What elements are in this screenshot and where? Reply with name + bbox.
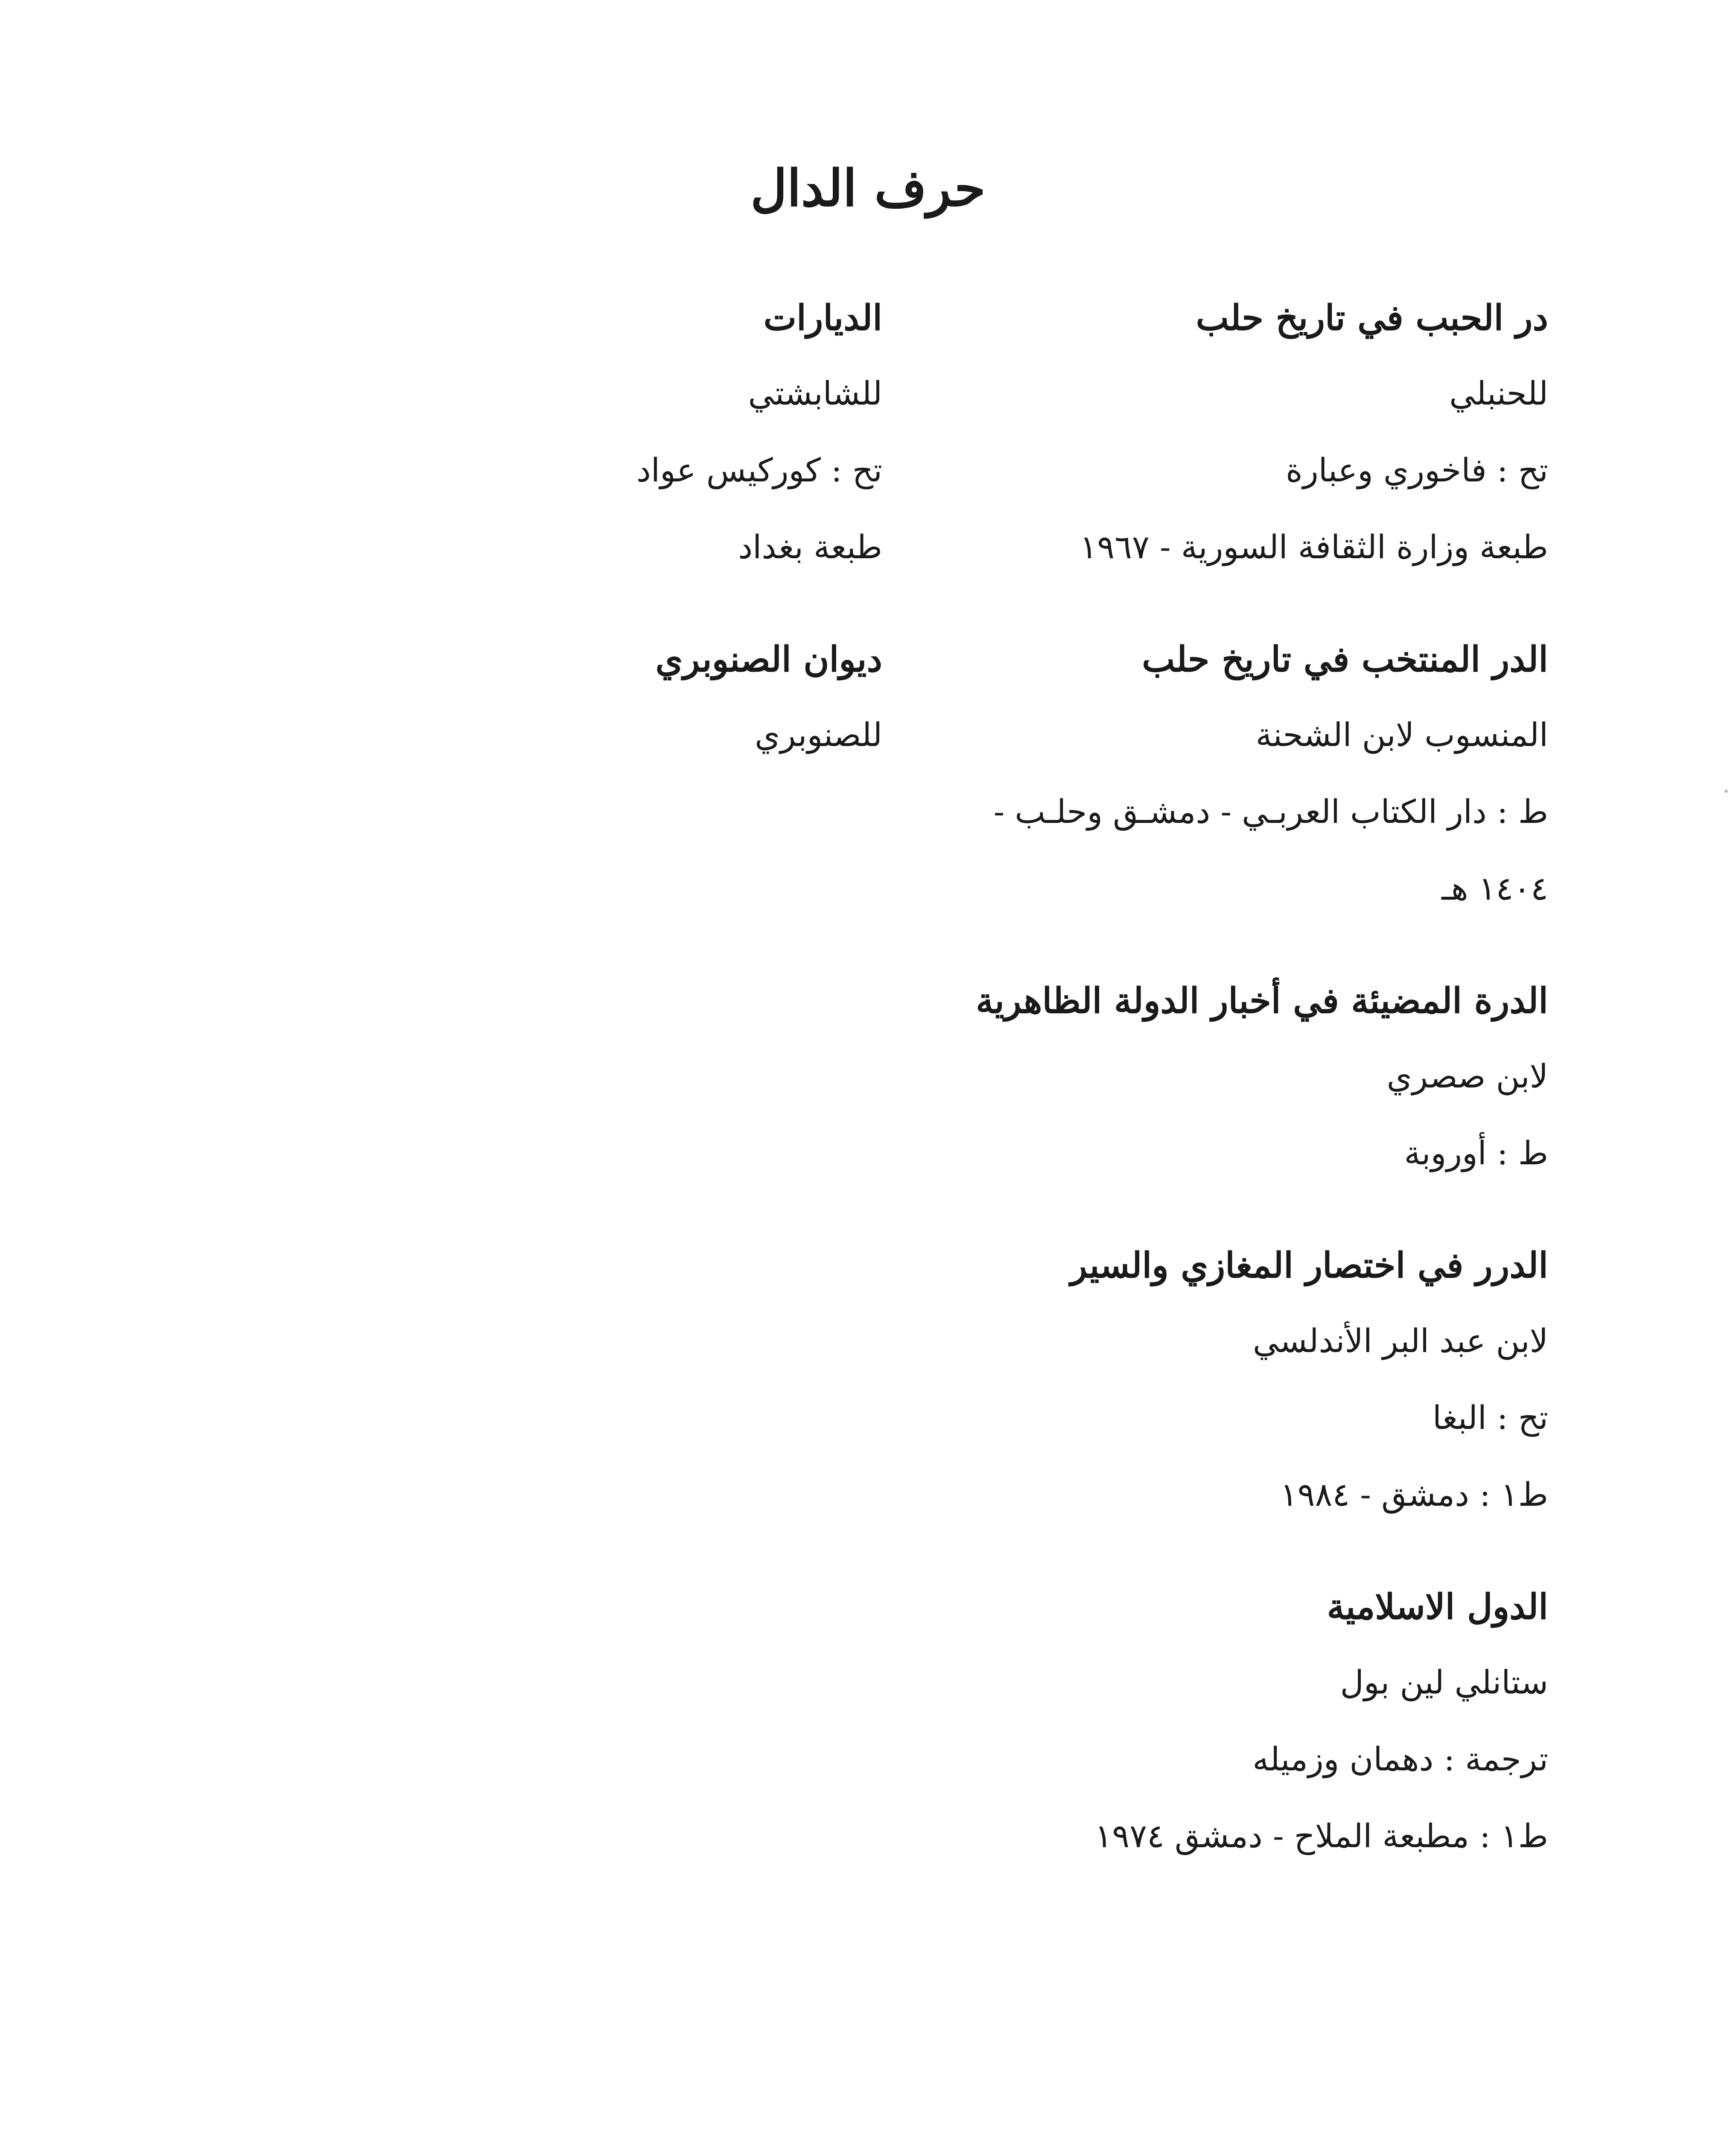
entry-edition: طبعة بغداد (738, 528, 882, 566)
entry-edition: طبعة وزارة الثقافة السورية - ١٩٦٧ (1080, 528, 1548, 566)
entry-author: ستانلي لين بول (1340, 1663, 1548, 1701)
entry-title: ديوان الصنوبري (655, 639, 882, 680)
entry-author: للصنوبري (755, 716, 882, 754)
entry-edition: ط١ : مطبعة الملاح - دمشق ١٩٧٤ (1094, 1817, 1548, 1855)
bibliography-entry (916, 299, 1548, 576)
entry-edition: ط١ : دمشق - ١٩٨٤ (1280, 1475, 1548, 1513)
entry-editor: تح : البغا (1432, 1399, 1548, 1437)
bibliography-entry (532, 299, 882, 576)
entry-title: الدر المنتخب في تاريخ حلب (1142, 639, 1548, 680)
entry-title: الدول الاسلامية (1327, 1586, 1548, 1627)
entry-title: الديارات (763, 297, 882, 338)
bibliography-entry (916, 1588, 1548, 1865)
entry-author: لابن عبد البر الأندلسي (1253, 1322, 1548, 1360)
right-column (916, 299, 1548, 1895)
section-heading: حرف الدال (750, 158, 986, 218)
entry-edition: ط : دار الكتاب العربـي - دمشـق وحلـب - (993, 793, 1548, 831)
entry-title: الدرة المضيئة في أخبار الدولة الظاهرية (976, 980, 1548, 1021)
bibliography-entry (916, 982, 1548, 1182)
entry-title: الدرر في اختصار المغازي والسير (1070, 1245, 1548, 1286)
entry-edition: ط : أوروبة (1404, 1134, 1548, 1172)
bibliography-entry (916, 1246, 1548, 1524)
entry-editor: تح : فاخوري وعبارة (1286, 451, 1548, 489)
entry-title: در الحبب في تاريخ حلب (1196, 297, 1548, 338)
entry-editor: تح : كوركيس عواد (636, 451, 882, 489)
entry-author: للشابشتي (748, 374, 882, 412)
bibliography-entry (916, 640, 1548, 918)
entry-author: للحنبلي (1449, 374, 1548, 412)
entry-author: المنسوب لابن الشحنة (1255, 716, 1548, 754)
bibliography-entry (532, 640, 882, 764)
entry-translator: ترجمة : دهمان وزميله (1252, 1740, 1548, 1778)
scan-speck (1724, 790, 1728, 793)
left-column (532, 299, 882, 794)
entry-edition-year: ١٤٠٤ هـ (1441, 869, 1548, 907)
entry-author: لابن صصري (1386, 1057, 1548, 1095)
